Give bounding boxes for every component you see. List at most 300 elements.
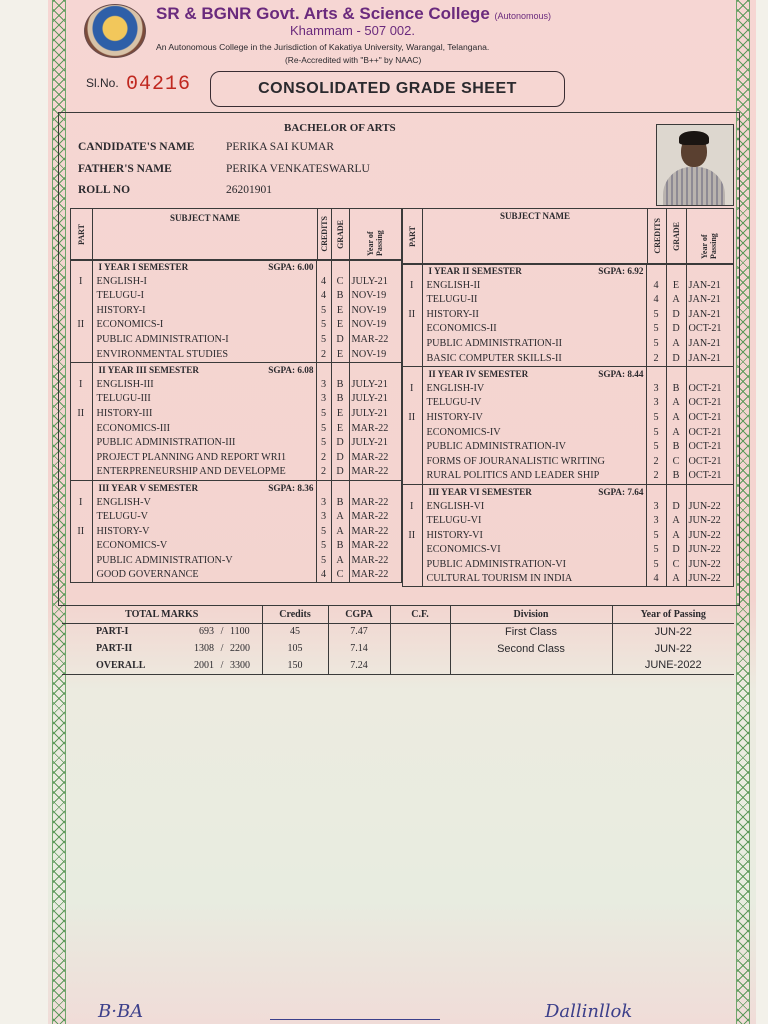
subject-credits: 4 xyxy=(646,293,666,308)
subject-credits: 5 xyxy=(316,304,331,319)
semester-title: III YEAR V SEMESTER xyxy=(98,482,199,493)
subject-name: TELUGU-VI xyxy=(426,515,482,527)
credits-header: CREDITS xyxy=(317,209,332,259)
subject-credits: 5 xyxy=(646,322,666,337)
subject-row xyxy=(70,378,402,393)
summary-division xyxy=(450,657,612,674)
subject-credits: 3 xyxy=(646,514,666,529)
subject-grade: E xyxy=(331,422,349,437)
subject-name: PROJECT PLANNING AND REPORT WRI1 xyxy=(96,451,287,463)
summary-division: First Class xyxy=(450,623,612,640)
subject-grade: D xyxy=(666,308,686,323)
subject-year: MAR-22 xyxy=(349,333,402,348)
subject-credits: 5 xyxy=(646,411,666,426)
subject-year: OCT-21 xyxy=(686,440,734,455)
subject-year: JUN-22 xyxy=(686,572,734,587)
subject-row xyxy=(70,510,402,525)
part-header: PART xyxy=(71,209,93,259)
subject-credits: 4 xyxy=(316,289,331,304)
subject-name: PUBLIC ADMINISTRATION-II xyxy=(426,337,563,349)
document-title: CONSOLIDATED GRADE SHEET xyxy=(210,71,565,107)
year-header: Year of Passing xyxy=(700,233,718,259)
semester-header-row xyxy=(70,480,402,495)
subject-row xyxy=(402,572,734,587)
summary-marks-cell xyxy=(62,640,262,657)
subject-name: PUBLIC ADMINISTRATION-V xyxy=(96,554,233,566)
semester-sgpa: SGPA: 8.36 xyxy=(268,482,314,493)
left-column-headers xyxy=(70,208,402,260)
subject-row xyxy=(70,422,402,437)
subject-name: ENGLISH-IV xyxy=(426,382,485,394)
subject-credits: 4 xyxy=(646,572,666,587)
subject-name: ENVIRONMENTAL STUDIES xyxy=(96,348,229,360)
subject-name: ENGLISH-III xyxy=(96,378,154,390)
subject-part xyxy=(70,348,92,363)
subject-grade: B xyxy=(331,539,349,554)
summary-part-label: PART-II xyxy=(96,643,133,654)
semester-header-row xyxy=(70,363,402,378)
subject-grade: B xyxy=(666,469,686,484)
subject-name: ENGLISH-V xyxy=(96,496,151,508)
subject-name: ENGLISH-VI xyxy=(426,500,485,512)
subject-row xyxy=(70,289,402,304)
semester-title: I YEAR II SEMESTER xyxy=(428,266,522,276)
subject-name: ECONOMICS-I xyxy=(96,319,164,331)
summary-sep: / xyxy=(220,643,224,654)
signature-1: B·BA xyxy=(98,1001,144,1022)
subject-row xyxy=(402,382,734,397)
summary-year: JUN-22 xyxy=(612,623,734,640)
subject-year: MAR-22 xyxy=(349,568,402,583)
subject-year: OCT-21 xyxy=(686,396,734,411)
credits-header: CREDITS xyxy=(647,209,667,263)
summary-marks: 2001 xyxy=(194,659,214,671)
semester-title: I YEAR I SEMESTER xyxy=(98,262,189,272)
subject-year: JULY-21 xyxy=(349,392,402,407)
semester-sgpa: SGPA: 8.44 xyxy=(598,369,644,380)
subject-grade: B xyxy=(666,440,686,455)
subject-name: GOOD GOVERNANCE xyxy=(96,569,199,581)
subject-part xyxy=(70,436,92,451)
summary-year: JUNE-2022 xyxy=(612,657,734,674)
summary-row xyxy=(62,623,734,640)
subject-grade: B xyxy=(666,382,686,397)
subject-grade: A xyxy=(331,525,349,540)
subject-row xyxy=(70,554,402,569)
grades-table xyxy=(70,260,402,583)
candidate-name: PERIKA SAI KUMAR xyxy=(226,141,334,153)
subject-credits: 2 xyxy=(316,348,331,363)
summary-header-total-marks: TOTAL MARKS xyxy=(62,606,262,623)
semester-sgpa: SGPA: 7.64 xyxy=(598,486,644,497)
subject-part xyxy=(402,396,422,411)
subject-year: OCT-21 xyxy=(686,411,734,426)
subject-row xyxy=(70,318,402,333)
subject-credits: 3 xyxy=(316,510,331,525)
subject-grade: D xyxy=(331,333,349,348)
subject-part xyxy=(402,514,422,529)
subject-name: TELUGU-I xyxy=(96,290,145,302)
subject-part xyxy=(70,465,92,480)
subject-year: NOV-19 xyxy=(349,318,402,333)
subject-row xyxy=(70,451,402,466)
subject-credits: 2 xyxy=(646,469,666,484)
subject-credits: 3 xyxy=(646,382,666,397)
subject-row xyxy=(70,304,402,319)
subject-row xyxy=(402,500,734,515)
summary-credits: 45 xyxy=(262,623,328,640)
summary-cgpa: 7.47 xyxy=(328,623,390,640)
grade-header: GRADE xyxy=(667,209,687,263)
college-city: Khammam - 507 002. xyxy=(290,23,416,38)
subject-name: TELUGU-V xyxy=(96,511,148,523)
subject-grade: A xyxy=(666,529,686,544)
subject-credits: 5 xyxy=(646,529,666,544)
subject-year: JAN-21 xyxy=(686,308,734,323)
subject-credits: 5 xyxy=(646,337,666,352)
subject-row xyxy=(70,407,402,422)
subject-row xyxy=(70,539,402,554)
subject-year: JUN-22 xyxy=(686,500,734,515)
semester-header-row xyxy=(70,260,402,275)
subject-grade: A xyxy=(666,572,686,587)
subject-year: JAN-21 xyxy=(686,337,734,352)
subject-credits: 4 xyxy=(316,568,331,583)
subject-part: II xyxy=(402,529,422,544)
subject-part: I xyxy=(70,378,92,393)
subject-grade: D xyxy=(331,436,349,451)
subject-year: JUN-22 xyxy=(686,543,734,558)
subject-year: NOV-19 xyxy=(349,304,402,319)
subject-name: HISTORY-VI xyxy=(426,529,483,541)
subject-credits: 3 xyxy=(646,396,666,411)
summary-header-row xyxy=(62,606,734,623)
summary-cgpa: 7.14 xyxy=(328,640,390,657)
left-semester-grid xyxy=(70,260,402,583)
subject-year: NOV-19 xyxy=(349,348,402,363)
subject-year: OCT-21 xyxy=(686,426,734,441)
subject-credits: 5 xyxy=(316,333,331,348)
subject-name: ECONOMICS-II xyxy=(426,323,497,335)
subject-name: RURAL POLITICS AND LEADER SHIP xyxy=(426,470,600,482)
subject-credits: 3 xyxy=(316,496,331,511)
summary-max: 1100 xyxy=(230,626,250,638)
subject-row xyxy=(402,426,734,441)
subject-credits: 5 xyxy=(646,558,666,573)
subject-grade: A xyxy=(666,411,686,426)
summary-credits: 150 xyxy=(262,657,328,674)
subject-row xyxy=(402,411,734,426)
subject-grade: E xyxy=(331,407,349,422)
subject-name: ECONOMICS-IV xyxy=(426,426,501,438)
semester-header-row xyxy=(402,264,734,279)
subject-row xyxy=(402,322,734,337)
semester-title: II YEAR IV SEMESTER xyxy=(428,369,529,380)
subject-name: PUBLIC ADMINISTRATION-I xyxy=(96,333,229,345)
summary-division: Second Class xyxy=(450,640,612,657)
subject-credits: 5 xyxy=(646,308,666,323)
subject-year: MAR-22 xyxy=(349,496,402,511)
candidate-name-label: CANDIDATE'S NAME xyxy=(78,141,195,153)
subject-row xyxy=(402,279,734,294)
subject-credits: 5 xyxy=(316,422,331,437)
college-logo-icon xyxy=(84,4,146,58)
subject-grade: C xyxy=(331,568,349,583)
subject-part xyxy=(402,572,422,587)
subject-year: JAN-21 xyxy=(686,293,734,308)
subject-row xyxy=(70,525,402,540)
subject-credits: 5 xyxy=(646,426,666,441)
semester-title: III YEAR VI SEMESTER xyxy=(428,486,532,497)
roll-no: 26201901 xyxy=(226,184,272,196)
subject-credits: 3 xyxy=(646,500,666,515)
candidate-photo xyxy=(656,124,734,206)
subject-part: II xyxy=(70,525,92,540)
subject-grade: D xyxy=(666,543,686,558)
subject-year: JUN-22 xyxy=(686,558,734,573)
subject-year: OCT-21 xyxy=(686,322,734,337)
serial-label: Sl.No. xyxy=(86,76,119,90)
summary-cf xyxy=(390,640,450,657)
subject-row xyxy=(70,436,402,451)
subject-name: HISTORY-V xyxy=(96,525,150,537)
subject-grade: E xyxy=(331,304,349,319)
subject-name: ECONOMICS-V xyxy=(96,540,168,552)
summary-max: 3300 xyxy=(230,659,250,671)
subject-part xyxy=(402,469,422,484)
subject-row xyxy=(402,455,734,470)
subject-grade: C xyxy=(331,275,349,290)
signature-3: Dallinllok xyxy=(545,1001,633,1022)
subject-row xyxy=(70,333,402,348)
subject-year: JULY-21 xyxy=(349,275,402,290)
subject-row xyxy=(402,440,734,455)
subject-year: OCT-21 xyxy=(686,469,734,484)
serial-number: 04216 xyxy=(126,73,192,96)
autonomous-label: (Autonomous) xyxy=(494,11,552,21)
subject-year: JAN-21 xyxy=(686,279,734,294)
subject-year: JAN-21 xyxy=(686,352,734,367)
semester-header-row xyxy=(402,367,734,382)
subject-row xyxy=(402,558,734,573)
grades-table xyxy=(402,264,734,587)
father-name-label: FATHER'S NAME xyxy=(78,163,172,175)
summary-header-cf: C.F. xyxy=(390,606,450,623)
college-jurisdiction: An Autonomous College in the Jurisdiction of Kakatiya University, Warangal, Telangana. xyxy=(156,42,490,52)
subject-year: MAR-22 xyxy=(349,510,402,525)
summary-marks-cell xyxy=(62,623,262,640)
subject-name: HISTORY-II xyxy=(426,308,479,320)
summary-sep: / xyxy=(220,659,224,671)
signature-2 xyxy=(270,1000,440,1020)
subject-part xyxy=(402,322,422,337)
right-column-headers xyxy=(402,208,734,264)
subject-grade: C xyxy=(666,455,686,470)
subject-grade: A xyxy=(666,426,686,441)
subject-credits: 2 xyxy=(316,465,331,480)
subject-year: MAR-22 xyxy=(349,465,402,480)
subject-row xyxy=(402,514,734,529)
subject-row xyxy=(402,293,734,308)
subject-grade: E xyxy=(331,318,349,333)
subject-part: I xyxy=(70,496,92,511)
subject-part: I xyxy=(402,500,422,515)
subject-row xyxy=(402,308,734,323)
subject-part: I xyxy=(402,279,422,294)
subject-grade: B xyxy=(331,289,349,304)
subject-row xyxy=(70,392,402,407)
subject-row xyxy=(402,469,734,484)
degree-name: BACHELOR OF ARTS xyxy=(284,122,396,134)
subject-year: MAR-22 xyxy=(349,525,402,540)
subject-name: TELUGU-III xyxy=(96,393,151,405)
subject-grade: E xyxy=(331,348,349,363)
summary-sep: / xyxy=(220,626,224,638)
summary-credits: 105 xyxy=(262,640,328,657)
subject-row xyxy=(402,529,734,544)
subject-credits: 3 xyxy=(316,392,331,407)
subject-grade: A xyxy=(331,510,349,525)
summary-marks: 1308 xyxy=(194,643,214,654)
subject-grade: A xyxy=(666,514,686,529)
subject-credits: 5 xyxy=(316,525,331,540)
summary-header-cgpa: CGPA xyxy=(328,606,390,623)
subject-part xyxy=(402,352,422,367)
subject-row xyxy=(402,396,734,411)
subject-name: ECONOMICS-III xyxy=(96,422,171,434)
roll-no-label: ROLL NO xyxy=(78,184,131,196)
summary-part-label: OVERALL xyxy=(96,659,146,671)
summary-table xyxy=(62,606,734,675)
subject-year: JULY-21 xyxy=(349,407,402,422)
subject-part xyxy=(70,333,92,348)
semester-title: II YEAR III SEMESTER xyxy=(98,365,199,376)
subject-row xyxy=(70,568,402,583)
subject-header: SUBJECT NAME xyxy=(169,213,241,223)
subject-grade: D xyxy=(331,451,349,466)
semester-sgpa: SGPA: 6.00 xyxy=(268,262,314,272)
subject-credits: 5 xyxy=(316,539,331,554)
subject-part: II xyxy=(402,411,422,426)
summary-header-year: Year of Passing xyxy=(612,606,734,623)
subject-grade: A xyxy=(666,337,686,352)
subject-year: NOV-19 xyxy=(349,289,402,304)
subject-name: ENGLISH-II xyxy=(426,279,481,291)
subject-part: II xyxy=(70,318,92,333)
subject-part xyxy=(402,293,422,308)
subject-credits: 2 xyxy=(316,451,331,466)
subject-grade: D xyxy=(331,465,349,480)
subject-grade: E xyxy=(666,279,686,294)
subject-part: II xyxy=(402,308,422,323)
subject-credits: 5 xyxy=(316,318,331,333)
subject-credits: 5 xyxy=(316,554,331,569)
summary-cgpa: 7.24 xyxy=(328,657,390,674)
subject-row xyxy=(70,465,402,480)
subject-part xyxy=(70,451,92,466)
subject-name: CULTURAL TOURISM IN INDIA xyxy=(426,573,573,585)
subject-name: ENTERPRENEURSHIP AND DEVELOPME xyxy=(96,466,286,478)
summary-header-credits: Credits xyxy=(262,606,328,623)
subject-part xyxy=(70,539,92,554)
subject-grade: A xyxy=(331,554,349,569)
summary-marks-cell xyxy=(62,657,262,674)
subject-part: I xyxy=(70,275,92,290)
subject-grade: B xyxy=(331,496,349,511)
college-accreditation: (Re-Accredited with "B++" by NAAC) xyxy=(285,55,422,65)
summary-row xyxy=(62,640,734,657)
summary-header-division: Division xyxy=(450,606,612,623)
father-name: PERIKA VENKATESWARLU xyxy=(226,163,370,175)
college-name xyxy=(156,4,551,24)
subject-year: MAR-22 xyxy=(349,539,402,554)
subject-part: I xyxy=(402,382,422,397)
subject-part xyxy=(70,510,92,525)
subject-part xyxy=(402,426,422,441)
subject-part xyxy=(70,304,92,319)
subject-name: ECONOMICS-VI xyxy=(426,544,501,556)
subject-grade: D xyxy=(666,322,686,337)
subject-year: OCT-21 xyxy=(686,382,734,397)
subject-row xyxy=(70,275,402,290)
subject-row xyxy=(70,496,402,511)
summary-cf xyxy=(390,623,450,640)
summary-marks: 693 xyxy=(199,626,214,638)
subject-part xyxy=(70,568,92,583)
subject-grade: B xyxy=(331,378,349,393)
subject-part xyxy=(402,558,422,573)
subject-credits: 5 xyxy=(646,543,666,558)
subject-credits: 2 xyxy=(646,455,666,470)
subject-row xyxy=(402,352,734,367)
subject-part: II xyxy=(70,407,92,422)
subject-header: SUBJECT NAME xyxy=(499,211,571,221)
subject-year: OCT-21 xyxy=(686,455,734,470)
subject-year: JUN-22 xyxy=(686,514,734,529)
subject-part xyxy=(70,289,92,304)
subject-credits: 5 xyxy=(316,436,331,451)
subject-row xyxy=(402,337,734,352)
summary-cf xyxy=(390,657,450,674)
subject-name: TELUGU-II xyxy=(426,294,478,306)
subject-name: PUBLIC ADMINISTRATION-VI xyxy=(426,558,567,570)
year-header: Year of Passing xyxy=(366,230,384,256)
part-header: PART xyxy=(403,209,423,263)
subject-grade: D xyxy=(666,500,686,515)
subject-credits: 2 xyxy=(646,352,666,367)
right-semester-grid xyxy=(402,264,734,587)
subject-credits: 5 xyxy=(646,440,666,455)
subject-name: BASIC COMPUTER SKILLS-II xyxy=(426,352,562,364)
semester-sgpa: SGPA: 6.08 xyxy=(268,365,314,376)
subject-year: MAR-22 xyxy=(349,451,402,466)
summary-max: 2200 xyxy=(230,643,250,654)
subject-row xyxy=(70,348,402,363)
subject-part xyxy=(402,455,422,470)
subject-name: TELUGU-IV xyxy=(426,397,482,409)
subject-year: MAR-22 xyxy=(349,554,402,569)
subject-credits: 5 xyxy=(316,407,331,422)
subject-year: MAR-22 xyxy=(349,422,402,437)
subject-year: JULY-21 xyxy=(349,378,402,393)
subject-credits: 4 xyxy=(646,279,666,294)
semester-header-row xyxy=(402,484,734,499)
subject-name: PUBLIC ADMINISTRATION-IV xyxy=(426,441,567,453)
subject-name: HISTORY-III xyxy=(96,407,153,419)
subject-grade: D xyxy=(666,352,686,367)
subject-year: JULY-21 xyxy=(349,436,402,451)
subject-grade: A xyxy=(666,293,686,308)
